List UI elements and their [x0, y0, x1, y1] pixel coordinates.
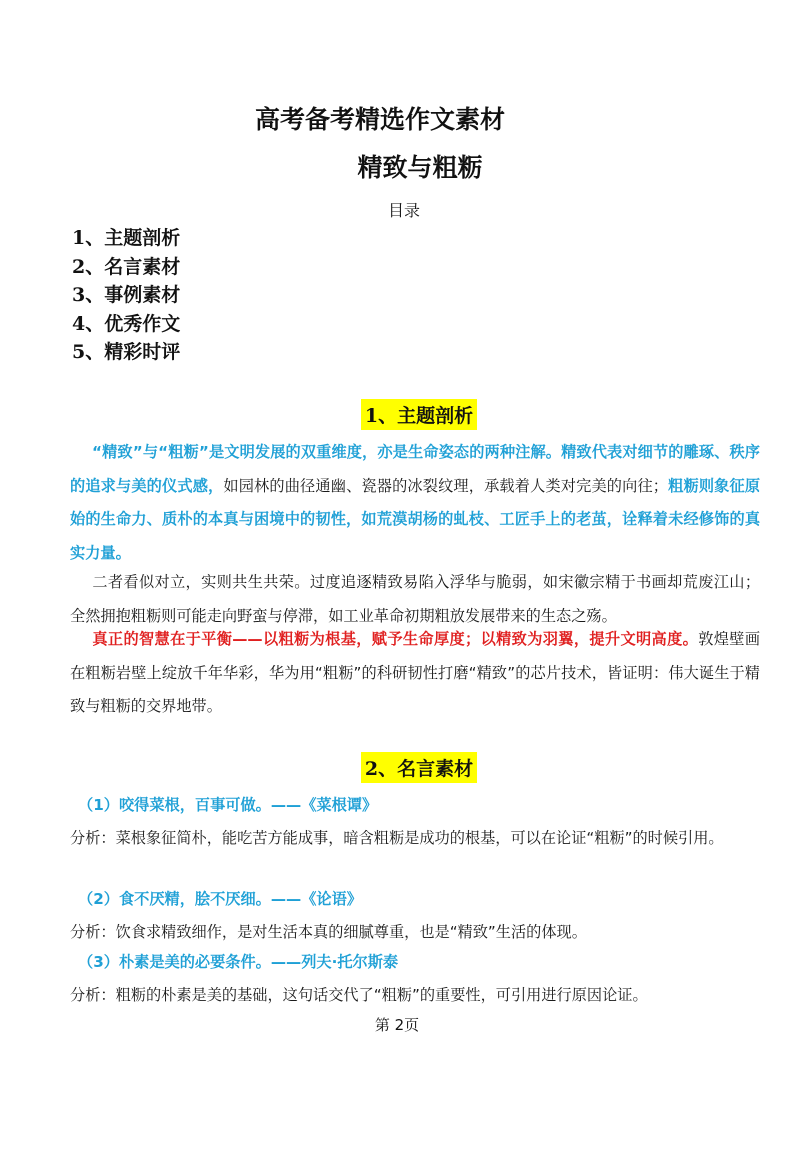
toc-item: 4、优秀作文 — [72, 312, 181, 335]
section-1-paragraph-3 — [70, 623, 760, 724]
quote-3: （3）朴素是美的必要条件。——列夫·托尔斯泰 — [78, 953, 399, 971]
toc-label: 目录 — [388, 201, 421, 220]
quote-1-analysis: 分析：菜根象征简朴，能吃苦方能成事，暗含粗粝是成功的根基，可以在论证“粗粝”的时候引用。 — [70, 829, 724, 847]
quote-2: （2）食不厌精，脍不厌细。——《论语》 — [78, 890, 362, 908]
section-1-heading-text: 1、主题剖析 — [361, 399, 477, 430]
quote-3-analysis: 分析：粗粝的朴素是美的基础，这句话交代了“粗粝”的重要性，可引用进行原因论证。 — [70, 986, 648, 1004]
body-text: 敦煌壁画在粗粝岩壁上绽放千年华彩，华为用“粗粝”的科研韧性打磨“精致”的芯片技术，皆证明：伟大诞生于精致与粗粝的交界地带。 — [70, 630, 761, 715]
toc-item: 3、事例素材 — [72, 284, 181, 306]
quote-2-analysis: 分析：饮食求精致细作，是对生活本真的细腻尊重，也是“精致”生活的体现。 — [70, 923, 587, 941]
highlight-text: “精致”与“粗粝”是文明发展的双重维度，亦是生命姿态的两种注解。精致代表对细节的雕琢、秩序的追求与美的仪式感， — [70, 443, 760, 495]
emphasis-text: 真正的智慧在于平衡——以粗粝为根基，赋予生命厚度；以精致为羽翼，提升文明高度。 — [92, 630, 699, 648]
toc-item: 1、主题剖析 — [72, 227, 181, 249]
document-subtitle: 精致与粗粝 — [357, 153, 483, 182]
table-of-contents — [72, 224, 180, 367]
toc-item: 5、精彩时评 — [72, 341, 181, 363]
highlight-text: 粗粝则象征原始的生命力、质朴的本真与困境中的韧性，如荒漠胡杨的虬枝、工匠手上的老茧，诠释着未经修饰的真实力量。 — [70, 476, 761, 562]
section-2-heading — [22, 752, 794, 783]
page-number: 第 2页 — [374, 1016, 420, 1034]
document-title: 高考备考精选作文素材 — [254, 105, 505, 134]
body-text: 二者看似对立，实则共生共荣。过度追逐精致易陷入浮华与脆弱，如宋徽宗精于书画却荒废江山；全然拥抱粗粝则可能走向野蛮与停滞，如工业革命初期粗放发展带来的生态之殇。 — [70, 573, 760, 625]
quote-1: （1）咬得菜根，百事可做。——《菜根谭》 — [78, 796, 378, 814]
section-2-heading-text: 2、名言素材 — [361, 752, 477, 783]
body-text: 如园林的曲径通幽、瓷器的冰裂纹理，承载着人类对完美的向往； — [223, 476, 668, 495]
section-1-heading — [22, 399, 794, 430]
toc-item: 2、名言素材 — [72, 255, 181, 278]
section-1-paragraph-1 — [70, 436, 760, 570]
